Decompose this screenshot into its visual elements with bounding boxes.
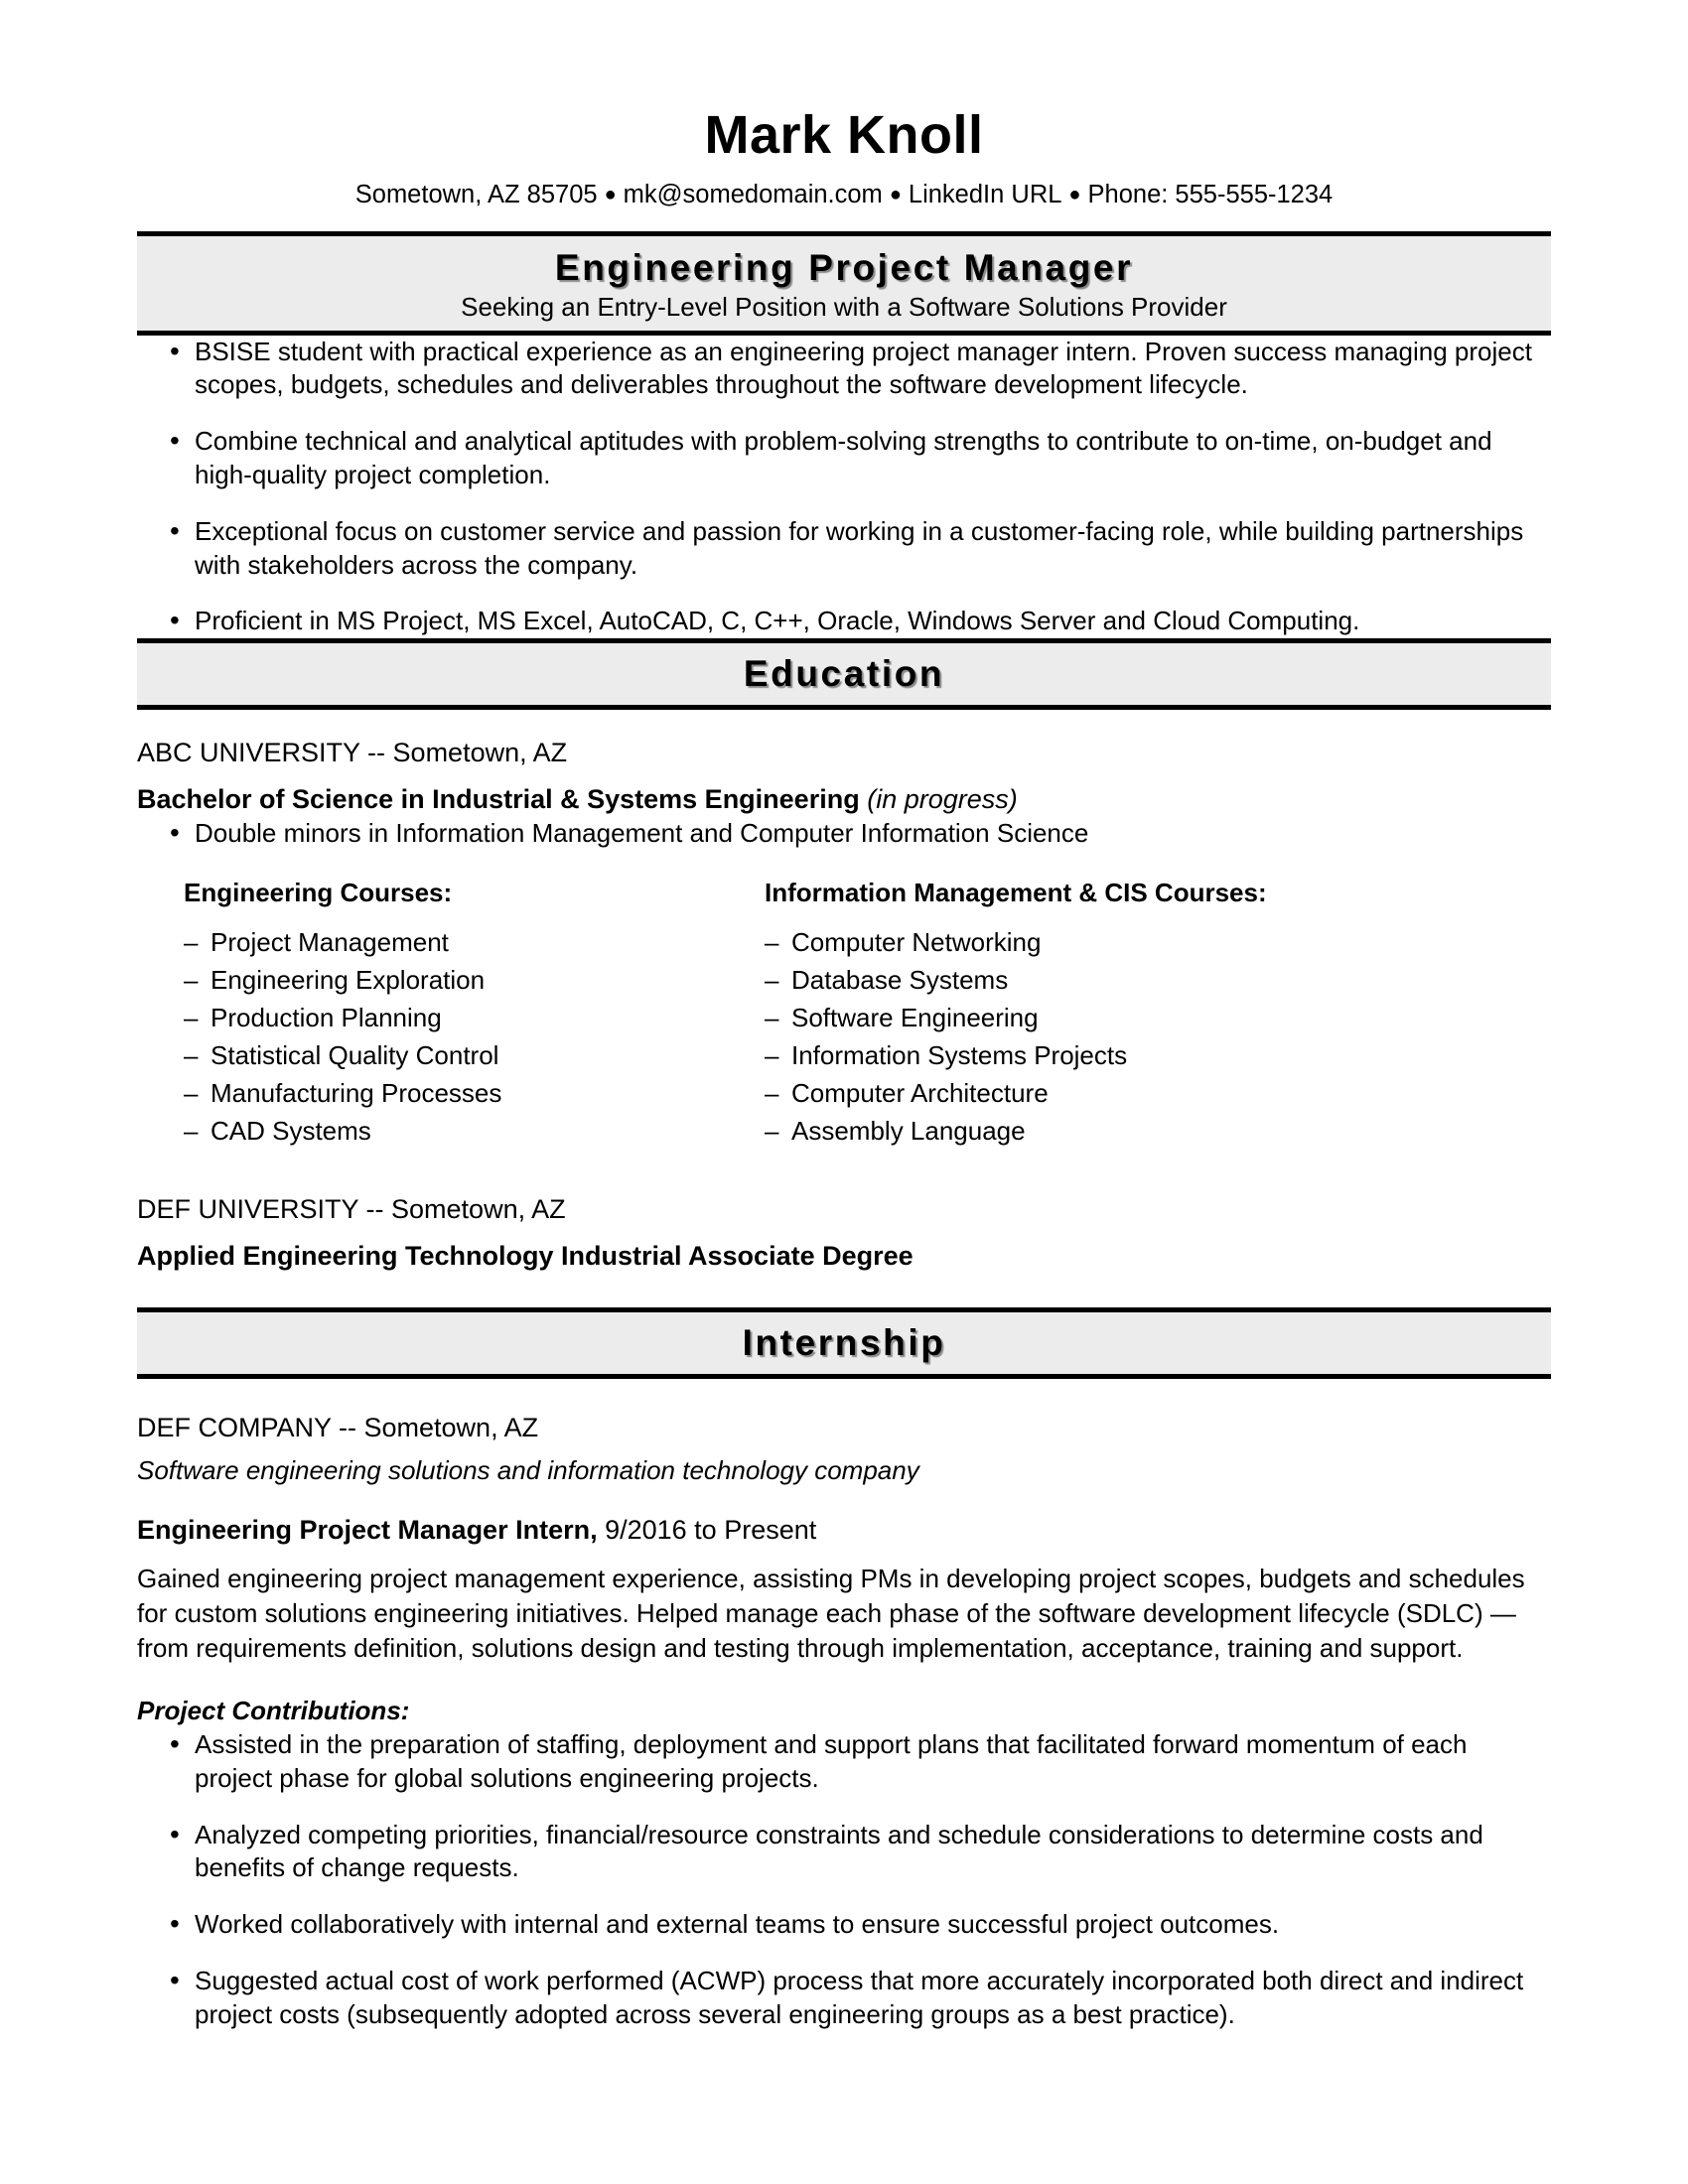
internship-entry — [137, 1379, 1551, 2031]
contact-linkedin[interactable]: LinkedIn URL — [908, 180, 1062, 208]
school-name: ABC UNIVERSITY -- Sometown, AZ — [137, 738, 568, 768]
list-item: • Suggested actual cost of work performed (ACWP) process that more accurately incorporated both direct and indirect project costs (subsequently adopted across several engineering groups as a best practice). — [137, 1965, 1551, 2032]
list-item: – Computer Networking — [765, 926, 1267, 959]
list-item: – Project Management — [184, 926, 718, 959]
list-item: • Analyzed competing priorities, financial/resource constraints and schedule considerations to determine costs and benefits of change requests. — [137, 1819, 1551, 1886]
contact-email[interactable]: mk@somedomain.com — [623, 180, 883, 208]
job-dates: 9/2016 to Present — [597, 1515, 817, 1546]
cis-courses-column — [718, 877, 1267, 1153]
list-item: • BSISE student with practical experience as an engineering project manager intern. Proven success managing project scopes, budgets, schedules and deliverables throughout the software development lifecycle. — [137, 336, 1551, 403]
job-title-line — [137, 1487, 1551, 1548]
list-item: – CAD Systems — [184, 1115, 718, 1148]
list-item: • Worked collaboratively with internal and external teams to ensure successful project outcomes. — [137, 1908, 1551, 1942]
section-header-internship — [137, 1307, 1551, 1379]
company-name: DEF COMPANY -- Sometown, AZ — [137, 1413, 539, 1443]
candidate-name: Mark Knoll — [704, 105, 984, 165]
degree-name: Applied Engineering Technology Industrial Associate Degree — [137, 1241, 914, 1272]
contributions-list — [137, 1728, 1551, 2032]
contact-separator-icon: ● — [889, 183, 902, 205]
list-item: – Computer Architecture — [765, 1077, 1267, 1110]
school-name: DEF UNIVERSITY -- Sometown, AZ — [137, 1194, 566, 1225]
list-item: – Information Systems Projects — [765, 1039, 1267, 1072]
degree-line — [137, 770, 1551, 817]
list-item: – Manufacturing Processes — [184, 1077, 718, 1110]
list-item: – Engineering Exploration — [184, 964, 718, 997]
section-header-education — [137, 638, 1551, 710]
section-title: Education — [743, 653, 945, 695]
coursework-columns — [137, 851, 1551, 1153]
job-description: Gained engineering project management experience, assisting PMs in developing project scopes, budgets and schedules for custom solutions engineering initiatives. Helped manage each phase of the software development lifecycle (SDLC) — from requirements definition, solutions design and testing through implementation, acceptance, training and support. — [137, 1564, 1525, 1663]
education-entry-def — [137, 1153, 1551, 1307]
list-item: • Proficient in MS Project, MS Excel, AutoCAD, C, C++, Oracle, Windows Server and Cloud Computing. — [137, 605, 1551, 638]
section-title: Internship — [742, 1322, 946, 1364]
minors-list — [137, 817, 1551, 851]
objective-banner — [137, 231, 1551, 335]
list-item: – Assembly Language — [765, 1115, 1267, 1148]
company-tagline: Software engineering solutions and information technology company — [137, 1454, 919, 1485]
list-item: • Exceptional focus on customer service and passion for working in a customer-facing role, while building partnerships with stakeholders across the company. — [137, 515, 1551, 583]
list-item: – Statistical Quality Control — [184, 1039, 718, 1072]
degree-status: (in progress) — [867, 784, 1018, 815]
contributions-heading: Project Contributions: — [137, 1696, 410, 1726]
objective-title: Engineering Project Manager — [554, 247, 1134, 289]
contact-line — [137, 164, 1551, 210]
courses-heading: Engineering Courses: — [184, 878, 453, 908]
list-item: – Software Engineering — [765, 1002, 1267, 1034]
engineering-courses-list — [184, 926, 718, 1148]
contact-separator-icon: ● — [1068, 183, 1081, 205]
list-item: – Production Planning — [184, 1002, 718, 1034]
engineering-courses-column — [137, 877, 718, 1153]
education-entry-abc — [137, 710, 1551, 1153]
list-item: • Combine technical and analytical aptitudes with problem-solving strengths to contribute to on-time, on-budget and high-quality project completion. — [137, 425, 1551, 492]
contact-separator-icon: ● — [604, 183, 617, 205]
list-item: – Database Systems — [765, 964, 1267, 997]
courses-heading: Information Management & CIS Courses: — [765, 878, 1267, 908]
degree-name: Bachelor of Science in Industrial & Systems Engineering — [137, 784, 860, 815]
contact-location: Sometown, AZ 85705 — [354, 180, 598, 208]
list-item: • Assisted in the preparation of staffing, deployment and support plans that facilitated forward momentum of each project phase for global solutions engineering projects. — [137, 1728, 1551, 1796]
cis-courses-list — [765, 926, 1267, 1148]
summary-bullet-list — [137, 336, 1551, 639]
list-item: • Double minors in Information Management and Computer Information Science — [137, 817, 1551, 851]
objective-subtitle: Seeking an Entry-Level Position with a Software Solutions Provider — [461, 292, 1227, 323]
job-title: Engineering Project Manager Intern, — [137, 1515, 598, 1546]
contact-phone: Phone: 555-555-1234 — [1087, 180, 1334, 208]
